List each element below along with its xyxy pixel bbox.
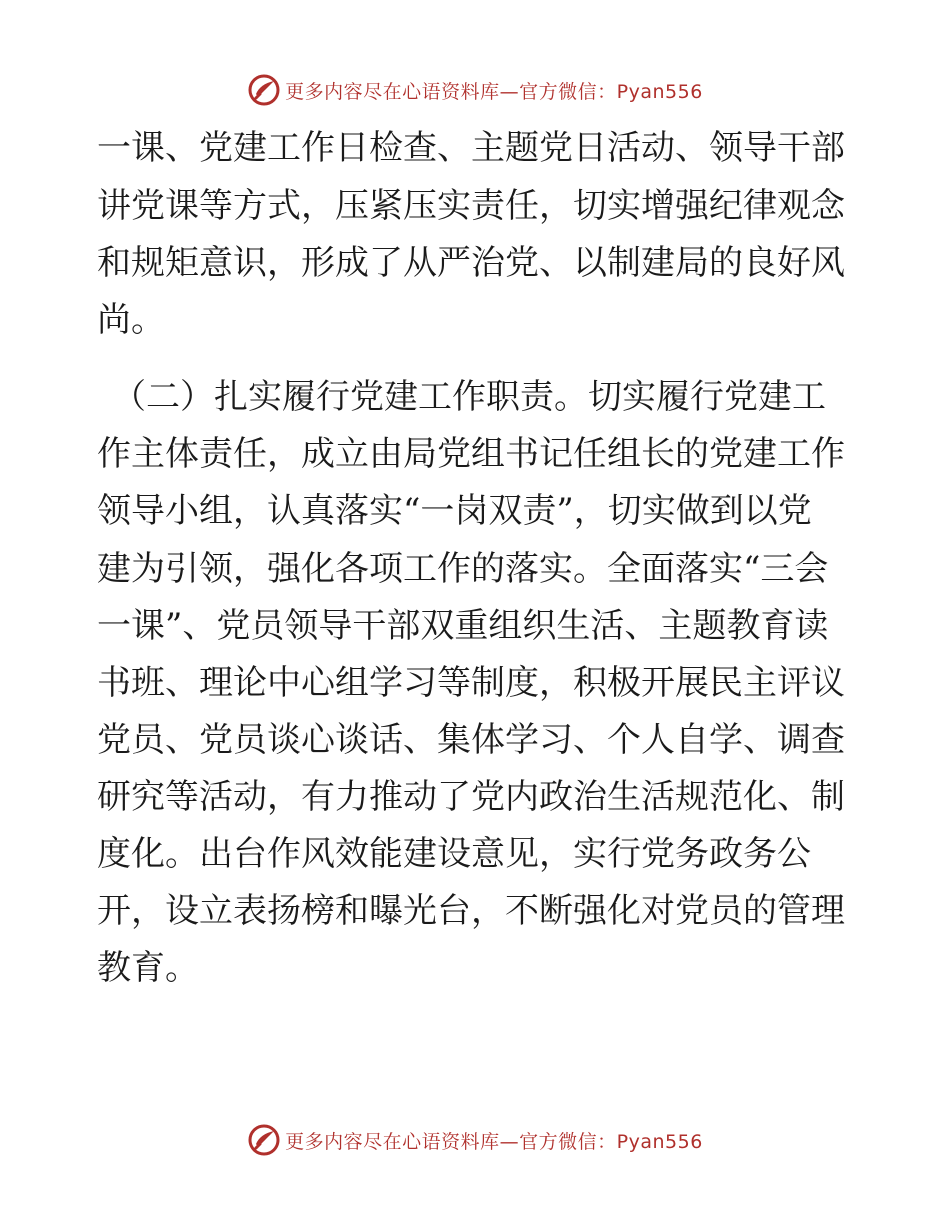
header-banner [0,70,950,110]
header-banner-text: 更多内容尽在心语资料库—官方微信：Pyan556 [285,80,703,103]
text-line: （二）扎实履行党建工作职责。切实履行党建工 [112,377,826,417]
text-line: 开，设立表扬榜和曝光台，不断强化对党员的管理 [97,891,845,931]
text-line: 建为引领，强化各项工作的落实。全面落实“三会 [97,549,829,589]
text-line: 作主体责任，成立由局党组书记任组长的党建工作 [97,434,845,474]
footer-banner [0,1120,950,1160]
brush-logo-icon [247,1123,281,1157]
text-line: 讲党课等方式，压紧压实责任，切实增强纪律观念 [97,186,845,226]
text-line: 度化。出台作风效能建设意见，实行党务政务公 [97,834,811,874]
text-line: 教育。 [97,948,199,988]
text-line: 尚。 [97,300,165,340]
text-line: 一课”、党员领导干部双重组织生活、主题教育读 [97,606,829,646]
text-line: 党员、党员谈心谈话、集体学习、个人自学、调查 [97,720,845,760]
text-line: 一课、党建工作日检查、主题党日活动、领导干部 [97,128,845,168]
footer-banner-text: 更多内容尽在心语资料库—官方微信：Pyan556 [285,1130,703,1153]
text-line: 研究等活动，有力推动了党内政治生活规范化、制 [97,777,845,817]
text-line: 书班、理论中心组学习等制度，积极开展民主评议 [97,663,845,703]
text-line: 和规矩意识，形成了从严治党、以制建局的良好风 [97,243,845,283]
brush-logo-icon [247,73,281,107]
text-line: 领导小组，认真落实“一岗双责”，切实做到以党 [97,491,812,531]
